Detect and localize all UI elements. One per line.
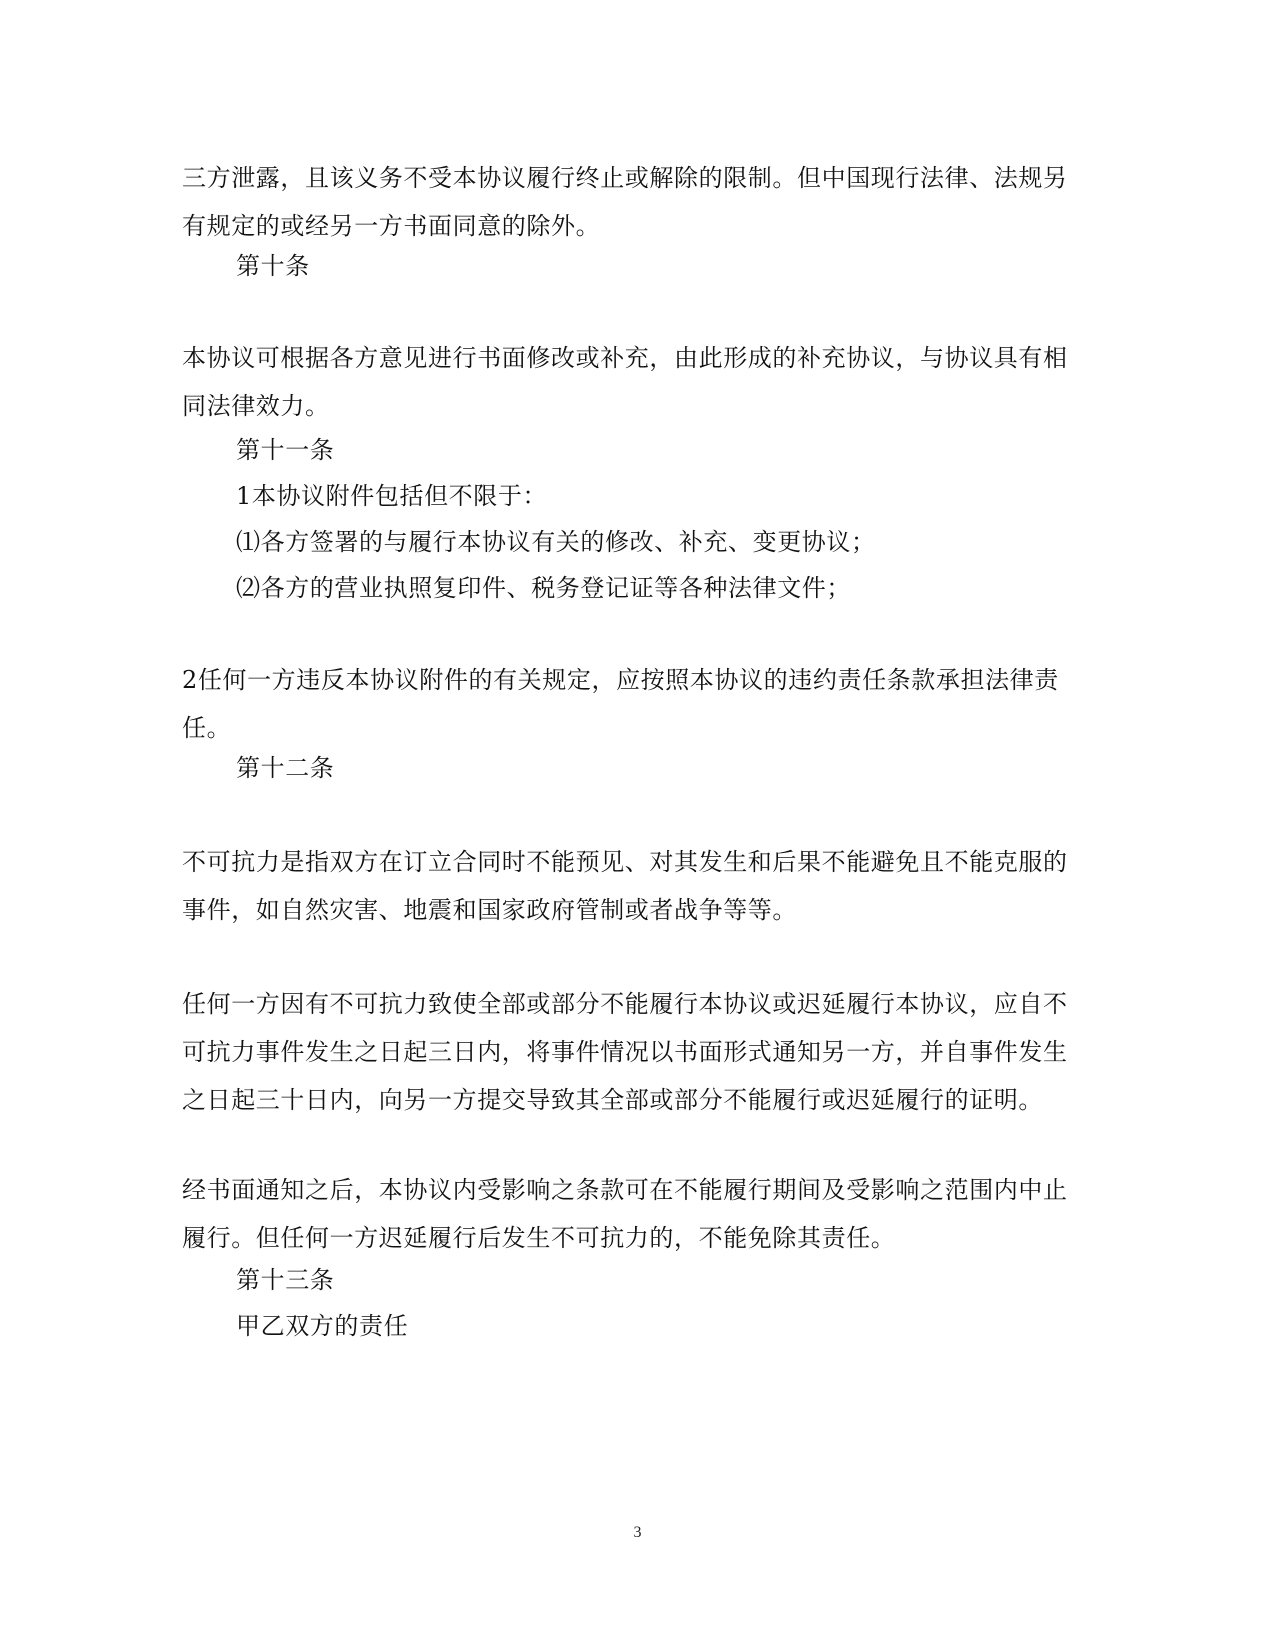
paragraph-party-responsibilities: 甲乙双方的责任: [236, 1312, 409, 1340]
paragraph-force-majeure-suspension: 经书面通知之后，本协议内受影响之条款可在不能履行期间及受影响之范围内中止履行。但任何一方迟延履行后发生不可抗力的，不能免除其责任。: [182, 1176, 1068, 1252]
clause-attachment-breach: 2任何一方违反本协议附件的有关规定，应按照本协议的违约责任条款承担法律责任。: [182, 666, 1059, 742]
page-number: 3: [633, 1524, 642, 1541]
article-11-heading: 第十一条: [236, 436, 335, 464]
article-10-heading: 第十条: [236, 252, 310, 280]
paragraph-confidentiality-continuation: 三方泄露，且该义务不受本协议履行终止或解除的限制。但中国现行法律、法规另有规定的或经另一方书面同意的除外。: [182, 164, 1068, 240]
article-12-heading: 第十二条: [236, 754, 335, 782]
paragraph-force-majeure-definition: 不可抗力是指双方在订立合同时不能预见、对其发生和后果不能避免且不能克服的事件，如自然灾害、地震和国家政府管制或者战争等等。: [182, 848, 1068, 924]
clause-attachment-item-1: ⑴各方签署的与履行本协议有关的修改、补充、变更协议；: [236, 528, 876, 556]
clause-attachment-item-2: ⑵各方的营业执照复印件、税务登记证等各种法律文件；: [236, 574, 851, 602]
paragraph-amendment: 本协议可根据各方意见进行书面修改或补充，由此形成的补充协议，与协议具有相同法律效力。: [182, 344, 1068, 420]
article-13-heading: 第十三条: [236, 1266, 335, 1294]
paragraph-force-majeure-notice: 任何一方因有不可抗力致使全部或部分不能履行本协议或迟延履行本协议，应自不可抗力事件发生之日起三日内，将事件情况以书面形式通知另一方，并自事件发生之日起三十日内，向另一方提交导致其全部或部分不能履行或迟延履行的证明。: [182, 990, 1068, 1114]
clause-attachments-intro: 1本协议附件包括但不限于：: [236, 482, 548, 510]
